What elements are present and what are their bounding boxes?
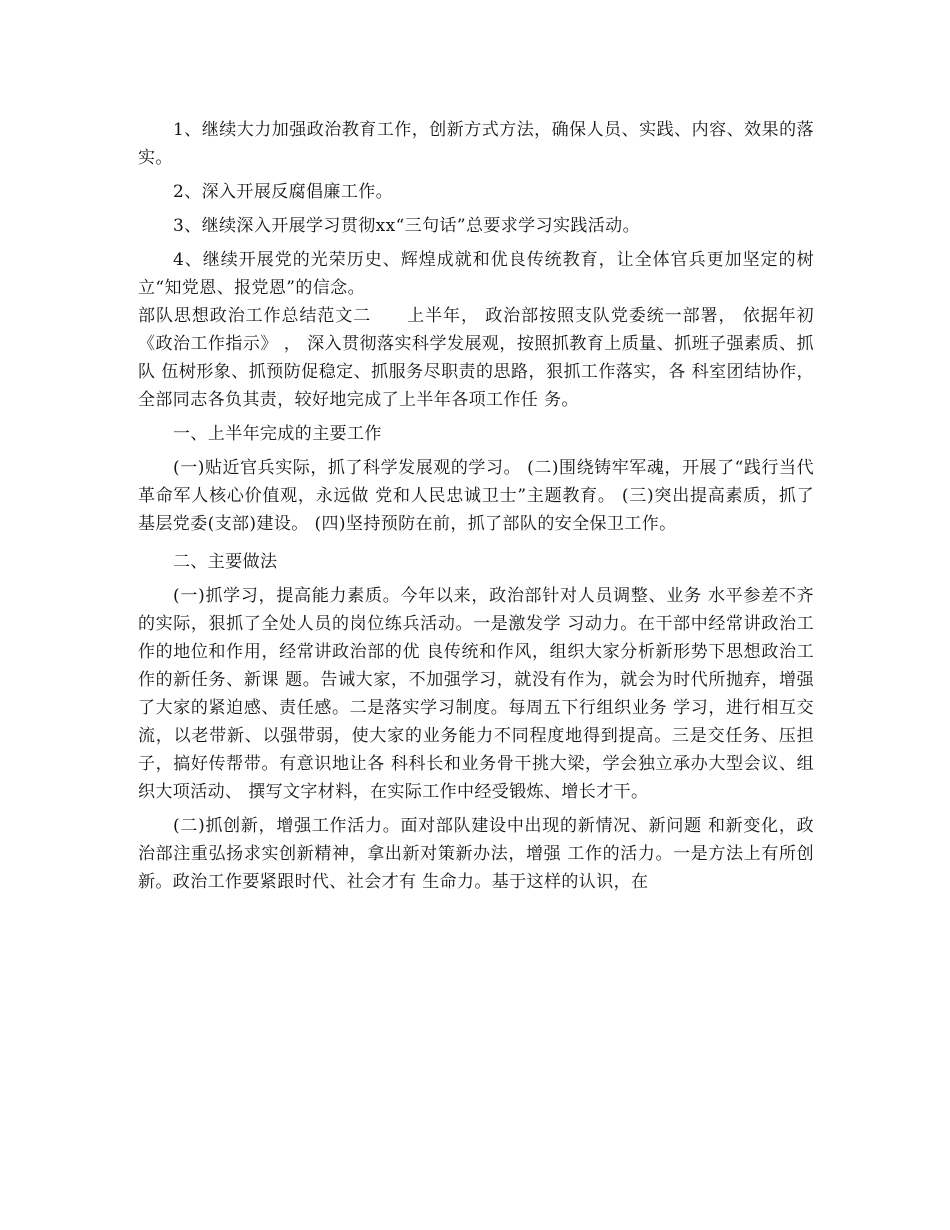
paragraph-study: (一)抓学习，提高能力素质。今年以来，政治部针对人员调整、业务 水平参差不齐的实际，狠抓了全处人员的岗位练兵活动。一是激发学 习动力。在干部中经常讲政治工作的地位和作用，经常讲政治部的优 良传统和作风，组织大家分析新形势下思想政治工作的新任务、新课 题。告诫大家，不加强学习，就没有作为，就会为时代所抛弃，增强了大家的紧迫感、责任感。二是落实学习制度。每周五下行组织业务 学习，进行相互交流，以老带新、以强带弱，使大家的业务能力不同程度地得到提高。三是交任务、压担子，搞好传帮带。有意识地让各 科科长和业务骨干挑大梁，学会独立承办大型会议、组织大项活动、 撰写文字材料，在实际工作中经受锻炼、增长才干。 — [138, 586, 814, 802]
heading-main-work: 一、上半年完成的主要工作 — [173, 424, 382, 444]
list-item-2: 2、深入开展反腐倡廉工作。 — [173, 182, 394, 202]
paragraph-innovation: (二)抓创新，增强工作活力。面对部队建设中出现的新情况、新问题 和新变化，政治部注重弘扬求实创新精神，拿出新对策新办法，增强 工作的活力。一是方法上有所创新。政治工作要紧跟时代、社会才有 生命力。基于这样的认识，在 — [138, 816, 814, 892]
document-body — [138, 116, 814, 896]
list-item-3: 3、继续深入开展学习贯彻xx“三句话”总要求学习实践活动。 — [173, 216, 640, 236]
paragraph-main-work: (一)贴近官兵实际，抓了科学发展观的学习。 (二)围绕铸牢军魂，开展了“践行当代革命军人核心价值观，永远做 党和人民忠诚卫士”主题教育。 (三)突出提高素质，抓了基层党委(支部)建设。 (四)坚持预防在前，抓了部队的安全保卫工作。 — [138, 458, 814, 534]
section-title-paragraph: 部队思想政治工作总结范文二 上半年， 政治部按照支队党委统一部署， 依据年初 《政治工作指示》 ， 深入贯彻落实科学发展观，按照抓教育上质量、抓班子强素质、抓队 伍树形象、抓预防促稳定、抓服务尽职责的思路，狠抓工作落实，各 科室团结协作，全部同志各负其责，较好地完成了上半年各项工作任 务。 — [138, 306, 814, 410]
heading-main-methods: 二、主要做法 — [173, 552, 278, 572]
list-item-1: 1、继续大力加强政治教育工作，创新方式方法，确保人员、实践、内容、效果的落实。 — [138, 120, 814, 168]
list-item-4: 4、继续开展党的光荣历史、辉煌成就和优良传统教育，让全体官兵更加坚定的树立“知党恩、报党恩”的信念。 — [138, 250, 814, 298]
